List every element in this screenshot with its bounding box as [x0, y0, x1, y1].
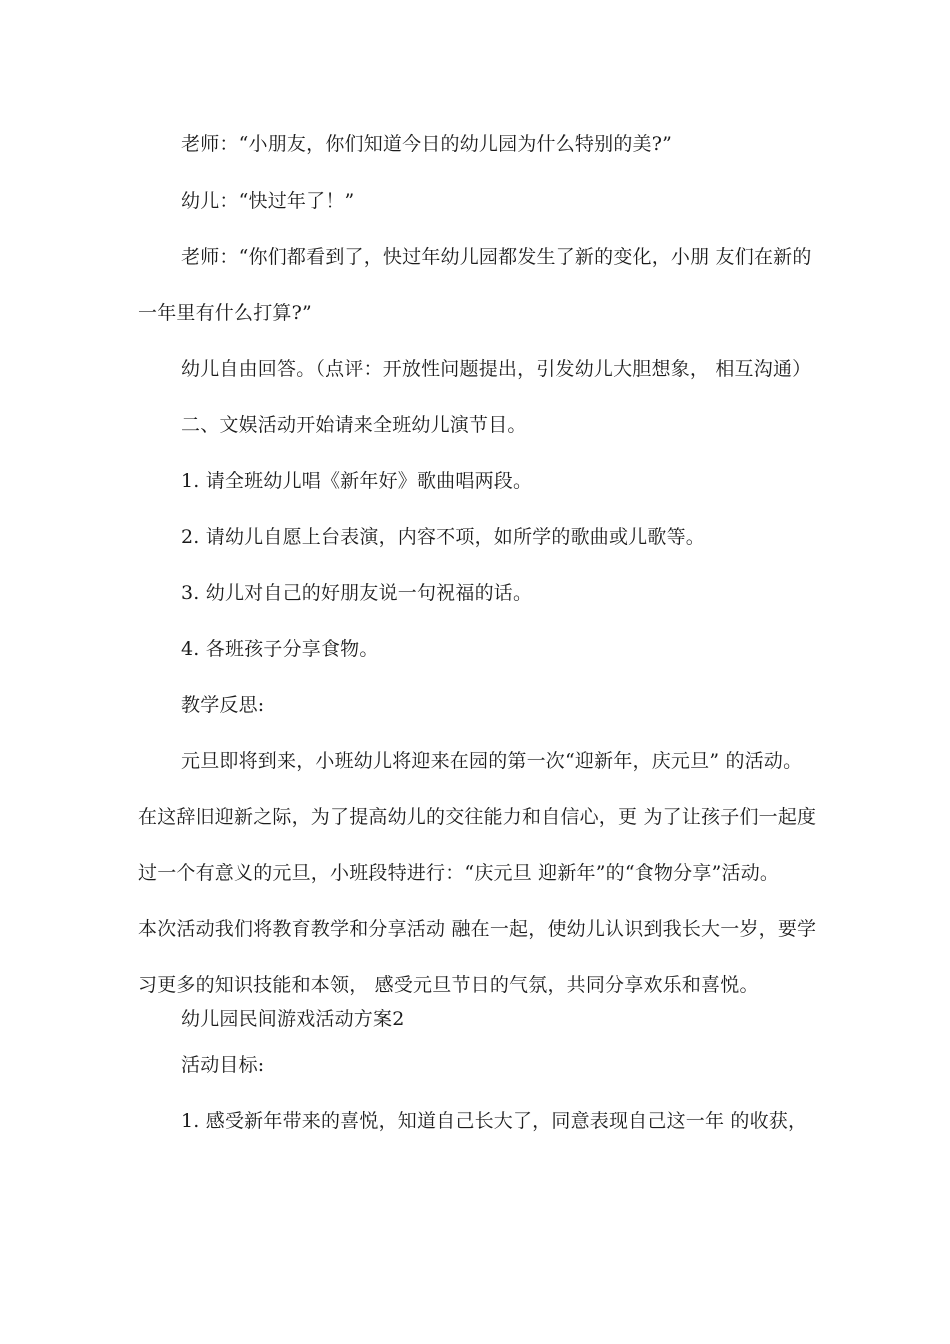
dialogue-child-1: 幼儿：“快过年了！”	[181, 190, 355, 212]
reflection-paragraph-line-1: 元旦即将到来，小班幼儿将迎来在园的第一次“迎新年，庆元旦” 的活动。	[181, 750, 803, 772]
dialogue-teacher-1: 老师：“小朋友，你们知道今日的幼儿园为什么特别的美?”	[181, 133, 673, 155]
goals-heading: 活动目标:	[181, 1054, 265, 1076]
list-item-3: 3. 幼儿对自己的好朋友说一句祝福的话。	[181, 582, 533, 604]
goal-item-1: 1. 感受新年带来的喜悦，知道自己长大了，同意表现自己这一年 的收获，	[181, 1110, 808, 1132]
plan-title: 幼儿园民间游戏活动方案2	[181, 1008, 405, 1030]
dialogue-teacher-2-cont: 一年里有什么打算?”	[138, 302, 312, 324]
reflection-paragraph-line-4: 本次活动我们将教育教学和分享活动 融在一起，使幼儿认识到我长大一岁，要学	[138, 918, 817, 940]
reflection-heading: 教学反思:	[181, 694, 265, 716]
reflection-paragraph-line-2: 在这辞旧迎新之际，为了提高幼儿的交往能力和自信心，更 为了让孩子们一起度	[138, 806, 817, 828]
section-heading-2: 二、文娱活动开始请来全班幼儿演节目。	[181, 414, 527, 436]
children-answer-note: 幼儿自由回答。（点评：开放性问题提出，引发幼儿大胆想象， 相互沟通）	[181, 358, 812, 380]
dialogue-teacher-2: 老师：“你们都看到了，快过年幼儿园都发生了新的变化，小朋 友们在新的	[181, 246, 812, 268]
list-item-2: 2. 请幼儿自愿上台表演，内容不项，如所学的歌曲或儿歌等。	[181, 526, 705, 548]
reflection-paragraph-line-5: 习更多的知识技能和本领， 感受元旦节日的气氛，共同分享欢乐和喜悦。	[138, 974, 759, 996]
reflection-paragraph-line-3: 过一个有意义的元旦，小班段特进行：“庆元旦 迎新年”的“食物分享”活动。	[138, 862, 780, 884]
list-item-4: 4. 各班孩子分享食物。	[181, 638, 379, 660]
list-item-1: 1. 请全班幼儿唱《新年好》歌曲唱两段。	[181, 470, 533, 492]
